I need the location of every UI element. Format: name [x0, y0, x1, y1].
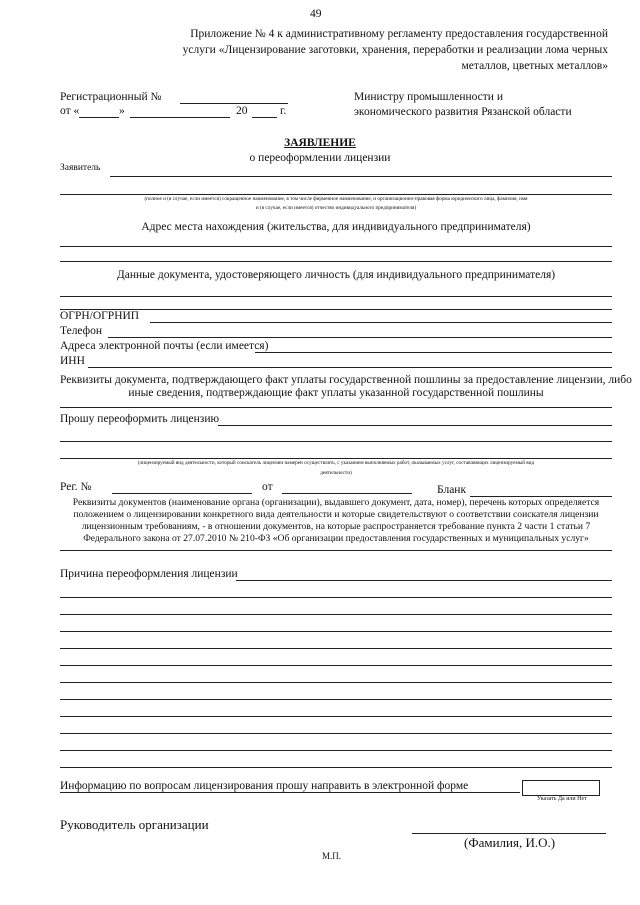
- applicant-hint-2: и (в случае, если имеется) отчество индивидуального предпринимателя): [255, 205, 417, 211]
- inn-label: ИНН: [60, 355, 85, 367]
- electronic-form-underline: [60, 792, 520, 793]
- reg-number-label: Рег. №: [60, 481, 92, 493]
- reissue-field-2[interactable]: [60, 441, 612, 442]
- reason-field-2[interactable]: [60, 597, 612, 598]
- id-document-field-1[interactable]: [60, 296, 612, 297]
- docs-label-4: Федерального закона от 27.07.2010 № 210-ФЗ «Об организации предоставления государственных и муниципальных услуг»: [83, 533, 589, 544]
- reason-field-5[interactable]: [60, 648, 612, 649]
- docs-label-3: лицензионным требованиям, - в отношении документов, на которые распространяется требование пункта 2 части 1 статьи 7: [81, 521, 591, 532]
- registration-number-label: Регистрационный №: [60, 91, 162, 103]
- page-number: 49: [310, 8, 322, 20]
- registration-year-suffix: г.: [280, 105, 287, 117]
- fee-field[interactable]: [60, 407, 612, 408]
- reason-field-6[interactable]: [60, 665, 612, 666]
- applicant-label: Заявитель: [60, 163, 101, 173]
- appendix-line-3: металлов, цветных металлов»: [461, 60, 608, 72]
- reason-field-7[interactable]: [60, 682, 612, 683]
- reason-label: Причина переоформления лицензии: [60, 568, 238, 580]
- reg-number-field[interactable]: [112, 493, 252, 494]
- addressee-line-1: Министру промышленности и: [354, 91, 503, 103]
- registration-year-prefix: 20: [236, 105, 248, 117]
- reason-field-11[interactable]: [60, 750, 612, 751]
- email-field[interactable]: [255, 352, 612, 353]
- name-hint: (Фамилия, И.О.): [464, 835, 556, 850]
- ogrn-label: ОГРН/ОГРНИП: [60, 310, 140, 322]
- reason-field-10[interactable]: [60, 733, 612, 734]
- activity-hint-2: деятельности): [320, 470, 352, 476]
- reason-field-8[interactable]: [60, 699, 612, 700]
- head-signature-field[interactable]: [412, 833, 606, 834]
- applicant-field-2[interactable]: [60, 194, 612, 195]
- document-subtitle: о переоформлении лицензии: [249, 152, 391, 164]
- reason-field-1[interactable]: [236, 580, 612, 581]
- document-title: ЗАЯВЛЕНИЕ: [284, 137, 356, 149]
- registration-month-field[interactable]: [130, 117, 230, 118]
- phone-field[interactable]: [108, 337, 612, 338]
- registration-year-field[interactable]: [252, 117, 277, 118]
- ogrn-field[interactable]: [150, 322, 612, 323]
- electronic-form-label: Информацию по вопросам лицензирования прошу направить в электронной форме: [60, 780, 469, 792]
- registration-date-quote: »: [119, 105, 125, 117]
- stamp-label: М.П.: [322, 851, 342, 861]
- fee-label-2: иные сведения, подтверждающие факт уплаты указанной государственной пошлины: [128, 387, 544, 399]
- reason-field-3[interactable]: [60, 614, 612, 615]
- id-document-label: Данные документа, удостоверяющего личность (для индивидуального предпринимателя): [116, 269, 556, 281]
- applicant-field[interactable]: [110, 176, 612, 177]
- address-field-2[interactable]: [60, 261, 612, 262]
- yes-no-hint: Указать Да или Нет: [537, 796, 587, 802]
- reissue-label: Прошу переоформить лицензию: [60, 413, 220, 425]
- docs-field[interactable]: [60, 550, 612, 551]
- blank-label: Бланк: [437, 484, 467, 496]
- head-label: Руководитель организации: [60, 817, 209, 832]
- activity-hint-1: (лицензируемый вид деятельности, который соискатель лицензии намерен осуществлять, с указанием выполняемых работ, оказываемых услуг, составляющих лицензируемый вид: [137, 460, 535, 466]
- reason-field-4[interactable]: [60, 631, 612, 632]
- fee-label-1: Реквизиты документа, подтверждающего факт уплаты государственной пошлины за предоставление лицензии, либо: [60, 374, 632, 386]
- inn-field[interactable]: [88, 367, 612, 368]
- applicant-hint-1: (полное и (в случае, если имеется) сокращенное наименование, в том числе фирменное наименование, и организационно-правовая форма юридического лица, фамилия, имя: [144, 196, 528, 202]
- registration-number-field[interactable]: [180, 103, 288, 104]
- reg-from-field[interactable]: [282, 493, 412, 494]
- appendix-line-1: Приложение № 4 к административному регламенту предоставления государственной: [190, 28, 608, 40]
- registration-day-field[interactable]: [79, 117, 119, 118]
- reason-field-12[interactable]: [60, 767, 612, 768]
- reissue-field-3[interactable]: [60, 458, 612, 459]
- reg-from-label: от: [262, 481, 273, 493]
- docs-label-2: положением о лицензировании конкретного вида деятельности и которые свидетельствуют о соответствии соискателя лицензии: [73, 509, 599, 520]
- addressee-line-2: экономического развития Рязанской области: [354, 106, 572, 118]
- email-label: Адреса электронной почты (если имеется): [60, 340, 269, 352]
- registration-date-prefix: от «: [60, 105, 80, 117]
- reissue-field-1[interactable]: [218, 425, 612, 426]
- yes-no-box[interactable]: [522, 780, 600, 796]
- address-label: Адрес места нахождения (жительства, для индивидуального предпринимателя): [141, 221, 531, 233]
- id-document-field-2[interactable]: [60, 309, 612, 310]
- address-field-1[interactable]: [60, 246, 612, 247]
- appendix-line-2: услуги «Лицензирование заготовки, хранения, переработки и реализации лома черных: [182, 44, 608, 56]
- docs-label-1: Реквизиты документов (наименование органа (организации), выдавшего документ, дата, номер), перечень которых определяется: [72, 497, 600, 508]
- reason-field-9[interactable]: [60, 716, 612, 717]
- phone-label: Телефон: [60, 325, 103, 337]
